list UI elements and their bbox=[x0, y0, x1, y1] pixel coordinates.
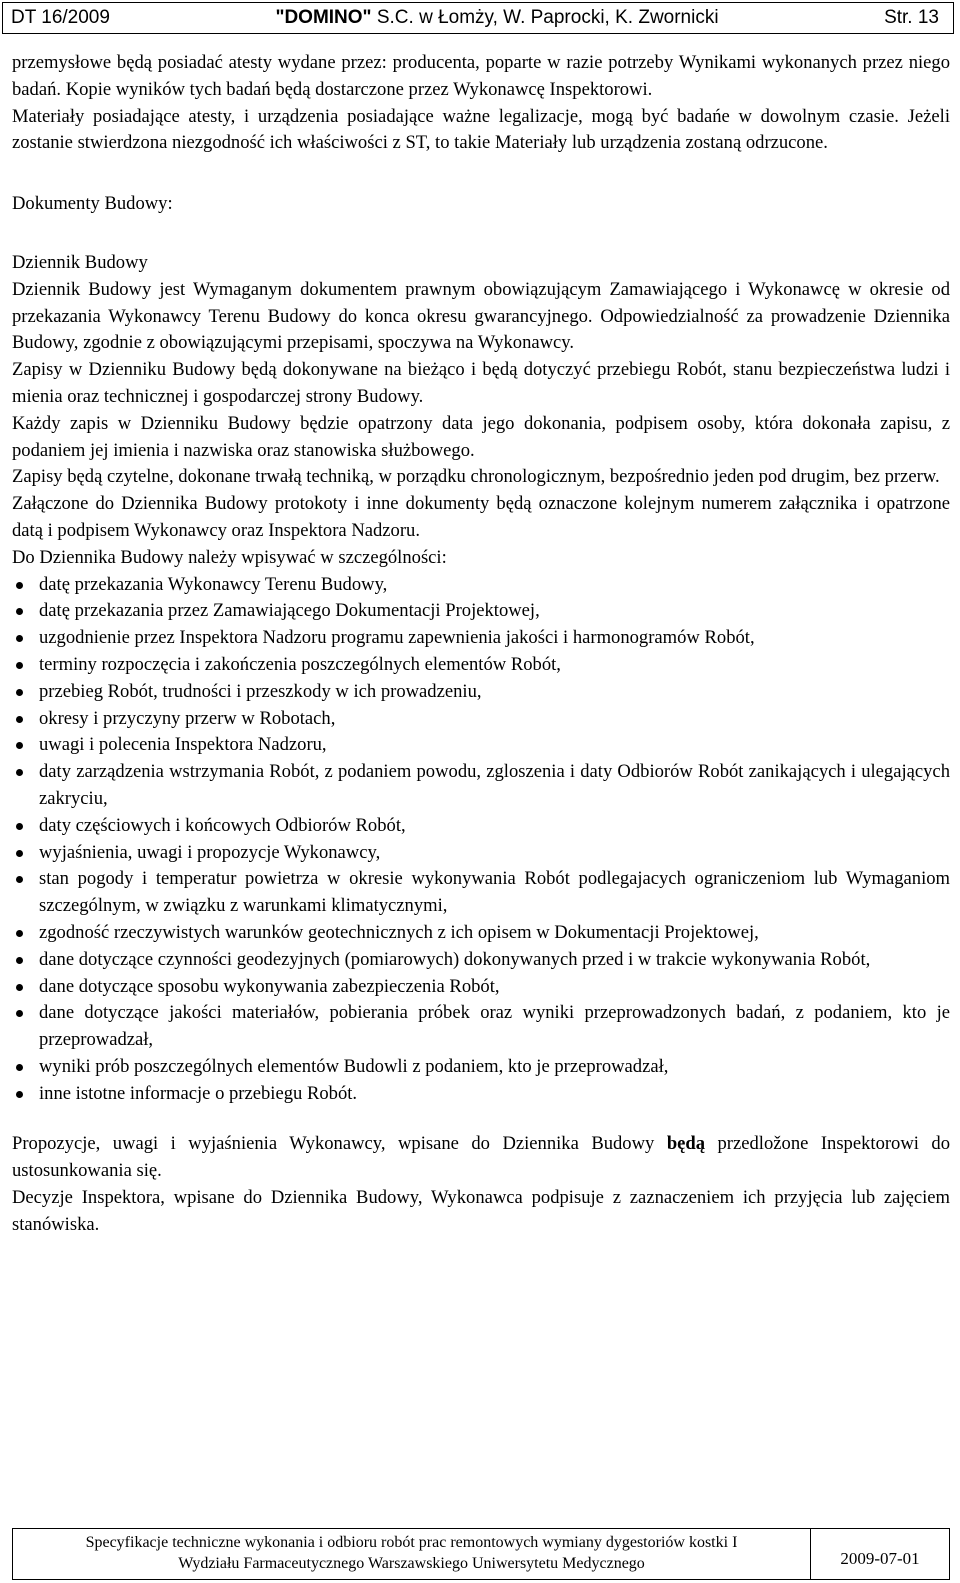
closing-paragraph bbox=[12, 1131, 950, 1185]
intro-paragraph: przemysłowe będą posiadać atesty wydane przez: producenta, poparte w razie potrzeby Wynikami wykonanych przez niego badań. Kopie wyników tych badań będą dostarczone przez Wykonawcę Inspektorowi. bbox=[12, 52, 950, 100]
footer-line: Wydziału Farmaceutycznego Warszawskiego Uniwersytetu Medycznego bbox=[178, 1555, 645, 1572]
body-paragraph: Załączone do Dziennika Budowy protokoty i inne dokumenty będą oznaczone kolejnym numerem załącznika i opatrzone datą i podpisem Wykonawcy oraz Inspektora Nadzoru. bbox=[12, 493, 950, 541]
list-item: dane dotyczące jakości materiałów, pobierania próbek oraz wyniki przeprowadzonych badań, z podaniem, kto je przeprowadzał, bbox=[12, 1000, 950, 1054]
list-item: zgodność rzeczywistych warunków geotechnicznych z ich opisem w Dokumentacji Projektowej, bbox=[12, 920, 950, 947]
list-item: datę przekazania Wykonawcy Terenu Budowy, bbox=[12, 572, 950, 599]
body-paragraph: Do Dziennika Budowy należy wpisywać w szczególności: bbox=[12, 546, 447, 568]
subsection-title: Dziennik Budowy bbox=[12, 251, 148, 273]
company-name: "DOMINO" bbox=[275, 7, 372, 28]
page-footer bbox=[12, 1528, 950, 1580]
list-item: wyjaśnienia, uwagi i propozycje Wykonawcy, bbox=[12, 840, 950, 867]
list-item: inne istotne informacje o przebiegu Robót. bbox=[12, 1081, 950, 1108]
list-item: stan pogody i temperatur powietrza w okresie wykonywania Robót podlegajacych ograniczeniom lub Wymaganiom szczególnym, w związku z warunkami klimatycznymi, bbox=[12, 866, 950, 920]
page-number: Str. 13 bbox=[884, 7, 939, 28]
list-item: dane dotyczące czynności geodezyjnych (pomiarowych) dokonywanych przed i w trakcie wykonywania Robót, bbox=[12, 947, 950, 974]
body-paragraph: Dziennik Budowy jest Wymaganym dokumentem prawnym obowiązującym Zamawiającego i Wykonawcę w okresie od przekazania Wykonawcy Terenu Budowy do konca okresu gwarancyjnego. Odpowiedzialność za prowadzenie Dziennika Budowy, zgodnie z obowiązującymi przepisami, spoczywa na Wykonawcy. bbox=[12, 278, 950, 354]
section-title: Dokumenty Budowy: bbox=[12, 193, 173, 215]
closing-text: przedložone Inspektorowi do ustosunkowania się. bbox=[12, 1133, 951, 1182]
body-paragraph: Zapisy w Dzienniku Budowy będą dokonywane na bieżąco i będą dotyczyć przebiegu Robót, stanu bezpieczeństwa ludzi i mienia oraz technicznej i gospodarczej strony Budowy. bbox=[12, 359, 950, 407]
company-details: S.C. w Łomży, W. Paprocki, K. Zwornicki bbox=[371, 7, 719, 28]
footer-description bbox=[13, 1529, 811, 1579]
list-item: dane dotyczące sposobu wykonywania zabezpieczenia Robót, bbox=[12, 974, 950, 1001]
list-item: daty zarządzenia wstrzymania Robót, z podaniem powodu, zgloszenia i daty Odbiorów Robót zanikających i ulegających zakryciu, bbox=[12, 759, 950, 813]
body-paragraph: Każdy zapis w Dzienniku Budowy będzie opatrzony data jego dokonania, podpisem osoby, która dokonała zapisu, z podaniem jej imienia i nazwiska oraz stanowiska służbowego. bbox=[12, 412, 950, 461]
document-code: DT 16/2009 bbox=[11, 7, 110, 28]
list-item: okresy i przyczyny przerw w Robotach, bbox=[12, 706, 950, 733]
footer-date: 2009-07-01 bbox=[840, 1548, 920, 1568]
footer-line: Specyfikacje techniczne wykonania i odbioru robót prac remontowych wymiany dygestoriów kostki I bbox=[85, 1534, 738, 1551]
body-paragraph: Zapisy będą czytelne, dokonane trwałą techniką, w porządku chronologicznym, bezpośrednio jeden pod drugim, bez przerw. bbox=[12, 466, 940, 488]
page-header bbox=[2, 2, 954, 34]
list-item: przebieg Robót, trudności i przeszkody w ich prowadzeniu, bbox=[12, 679, 950, 706]
list-item: uzgodnienie przez Inspektora Nadzoru programu zapewnienia jakości i harmonogramów Robót, bbox=[12, 625, 950, 652]
intro-paragraph: Materiały posiadające atesty, i urządzenia posiadające ważne legalizacje, mogą być badańe w dowolnym czasie. Jeżeli zostanie stwierdzona niezgodność ich właściwości z ST, to takie Materiały lub urządzenia zostaną odrzucone. bbox=[12, 105, 950, 154]
list-item: datę przekazania przez Zamawiającego Dokumentacji Projektowej, bbox=[12, 598, 950, 625]
document-body bbox=[12, 50, 950, 1239]
list-item: wyniki prób poszczególnych elementów Budowli z podaniem, kto je przeprowadzał, bbox=[12, 1054, 950, 1081]
closing-bold-text: będą bbox=[666, 1133, 706, 1155]
header-company bbox=[275, 7, 718, 29]
list-item: daty częściowych i końcowych Odbiorów Robót, bbox=[12, 813, 950, 840]
journal-entries-list bbox=[12, 572, 950, 1108]
closing-paragraph: Decyzje Inspektora, wpisane do Dziennika Budowy, Wykonawca podpisuje z zaznaczeniem ich przyjęcia lub zajęciem stanówiska. bbox=[12, 1187, 950, 1235]
list-item: terminy rozpoczęcia i zakończenia poszczególnych elementów Robót, bbox=[12, 652, 950, 679]
closing-text: Propozycje, uwagi i wyjaśnienia Wykonawcy, wpisane do Dziennika Budowy bbox=[12, 1133, 667, 1155]
list-item: uwagi i polecenia Inspektora Nadzoru, bbox=[12, 732, 950, 759]
